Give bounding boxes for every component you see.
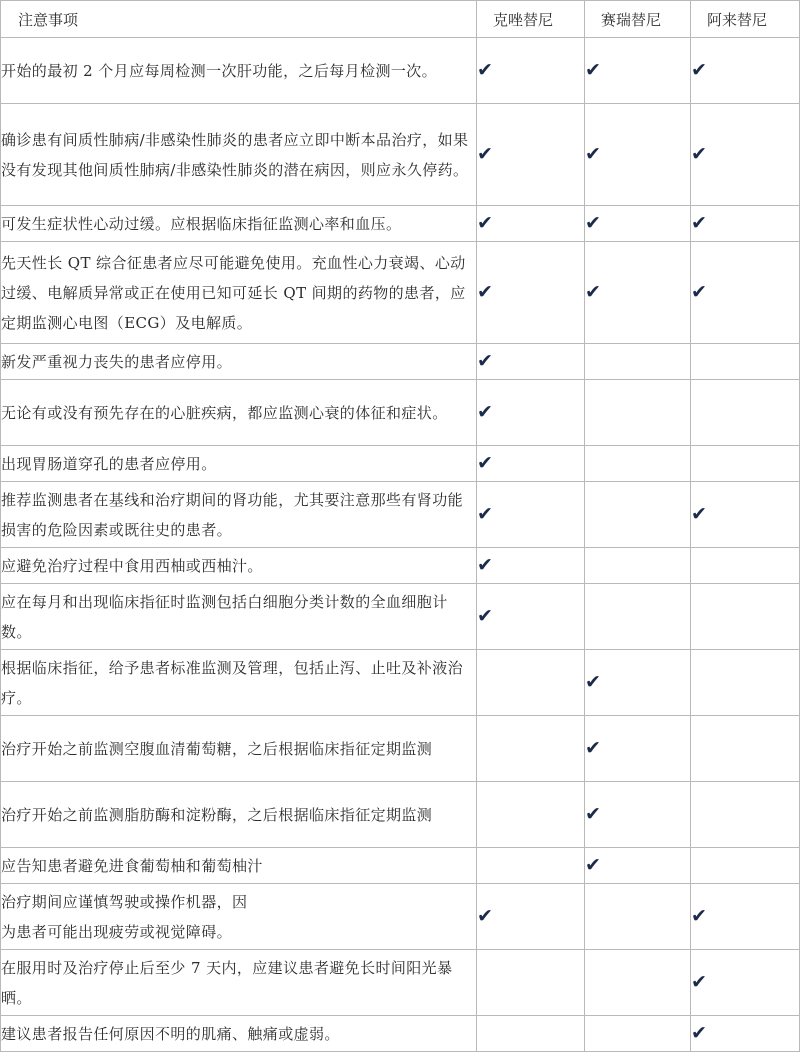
precaution-text: 无论有或没有预先存在的心脏疾病，都应监测心衰的体征和症状。 bbox=[1, 380, 477, 446]
checkmark-icon: ✔ bbox=[691, 143, 707, 165]
header-crizotinib: 克唑替尼 bbox=[477, 1, 585, 38]
drug-cell-1 bbox=[477, 884, 585, 950]
checkmark-icon: ✔ bbox=[477, 143, 493, 165]
table-row bbox=[1, 380, 800, 446]
drug-cell-2 bbox=[585, 848, 691, 884]
drug-cell-3 bbox=[691, 950, 800, 1016]
drug-cell-3 bbox=[691, 548, 800, 584]
checkmark-icon: ✔ bbox=[691, 59, 707, 81]
header-precaution: 注意事项 bbox=[1, 1, 477, 38]
drug-cell-2 bbox=[585, 884, 691, 950]
table-row bbox=[1, 446, 800, 482]
drug-cell-3 bbox=[691, 716, 800, 782]
precaution-text: 应告知患者避免进食葡萄柚和葡萄柚汁 bbox=[1, 848, 477, 884]
drug-cell-3 bbox=[691, 206, 800, 242]
checkmark-icon: ✔ bbox=[585, 803, 601, 825]
checkmark-icon: ✔ bbox=[477, 503, 493, 525]
drug-cell-1 bbox=[477, 950, 585, 1016]
checkmark-icon: ✔ bbox=[477, 605, 493, 627]
checkmark-icon: ✔ bbox=[691, 1022, 707, 1044]
precaution-text: 可发生症状性心动过缓。应根据临床指征监测心率和血压。 bbox=[1, 206, 477, 242]
drug-cell-1 bbox=[477, 548, 585, 584]
precaution-text: 治疗期间应谨慎驾驶或操作机器，因 为患者可能出现疲劳或视觉障碍。 bbox=[1, 884, 477, 950]
checkmark-icon: ✔ bbox=[585, 143, 601, 165]
precaution-text: 在服用时及治疗停止后至少 7 天内，应建议患者避免长时间阳光暴晒。 bbox=[1, 950, 477, 1016]
checkmark-icon: ✔ bbox=[691, 971, 707, 993]
drug-cell-1 bbox=[477, 650, 585, 716]
drug-cell-2 bbox=[585, 650, 691, 716]
drug-cell-2 bbox=[585, 242, 691, 344]
checkmark-icon: ✔ bbox=[477, 905, 493, 927]
drug-cell-3 bbox=[691, 650, 800, 716]
drug-cell-1 bbox=[477, 1016, 585, 1052]
checkmark-icon: ✔ bbox=[477, 281, 493, 303]
table-row bbox=[1, 950, 800, 1016]
drug-cell-1 bbox=[477, 716, 585, 782]
drug-cell-2 bbox=[585, 206, 691, 242]
table-row bbox=[1, 1016, 800, 1052]
precaution-text: 根据临床指征，给予患者标准监测及管理，包括止泻、止吐及补液治疗。 bbox=[1, 650, 477, 716]
drug-cell-2 bbox=[585, 482, 691, 548]
precaution-text: 治疗开始之前监测空腹血清葡萄糖，之后根据临床指征定期监测 bbox=[1, 716, 477, 782]
checkmark-icon: ✔ bbox=[691, 281, 707, 303]
checkmark-icon: ✔ bbox=[477, 401, 493, 423]
drug-cell-3 bbox=[691, 584, 800, 650]
table-row bbox=[1, 584, 800, 650]
drug-cell-3 bbox=[691, 242, 800, 344]
drug-cell-1 bbox=[477, 206, 585, 242]
drug-cell-3 bbox=[691, 1016, 800, 1052]
table-row bbox=[1, 242, 800, 344]
checkmark-icon: ✔ bbox=[585, 671, 601, 693]
precaution-text: 开始的最初 2 个月应每周检测一次肝功能，之后每月检测一次。 bbox=[1, 38, 477, 104]
precaution-text: 建议患者报告任何原因不明的肌痛、触痛或虚弱。 bbox=[1, 1016, 477, 1052]
precaution-text: 出现胃肠道穿孔的患者应停用。 bbox=[1, 446, 477, 482]
checkmark-icon: ✔ bbox=[585, 737, 601, 759]
drug-cell-1 bbox=[477, 380, 585, 446]
checkmark-icon: ✔ bbox=[477, 59, 493, 81]
drug-cell-2 bbox=[585, 1016, 691, 1052]
precaution-text: 推荐监测患者在基线和治疗期间的肾功能，尤其要注意那些有肾功能损害的危险因素或既往史的患者。 bbox=[1, 482, 477, 548]
drug-cell-2 bbox=[585, 950, 691, 1016]
drug-cell-2 bbox=[585, 584, 691, 650]
checkmark-icon: ✔ bbox=[585, 212, 601, 234]
checkmark-icon: ✔ bbox=[477, 212, 493, 234]
drug-cell-1 bbox=[477, 584, 585, 650]
table-row bbox=[1, 848, 800, 884]
table-row bbox=[1, 716, 800, 782]
drug-cell-2 bbox=[585, 344, 691, 380]
drug-cell-3 bbox=[691, 782, 800, 848]
checkmark-icon: ✔ bbox=[477, 554, 493, 576]
drug-cell-3 bbox=[691, 482, 800, 548]
checkmark-icon: ✔ bbox=[477, 452, 493, 474]
header-alectinib: 阿来替尼 bbox=[691, 1, 800, 38]
drug-cell-3 bbox=[691, 104, 800, 206]
drug-cell-1 bbox=[477, 482, 585, 548]
table-row bbox=[1, 650, 800, 716]
drug-cell-1 bbox=[477, 344, 585, 380]
drug-cell-2 bbox=[585, 782, 691, 848]
checkmark-icon: ✔ bbox=[691, 503, 707, 525]
drug-cell-1 bbox=[477, 104, 585, 206]
header-row bbox=[1, 1, 800, 38]
table-row bbox=[1, 206, 800, 242]
drug-cell-3 bbox=[691, 848, 800, 884]
table-row bbox=[1, 482, 800, 548]
drug-cell-2 bbox=[585, 38, 691, 104]
checkmark-icon: ✔ bbox=[477, 350, 493, 372]
drug-cell-3 bbox=[691, 884, 800, 950]
table-row bbox=[1, 884, 800, 950]
drug-cell-2 bbox=[585, 716, 691, 782]
drug-cell-3 bbox=[691, 446, 800, 482]
drug-cell-1 bbox=[477, 242, 585, 344]
drug-cell-2 bbox=[585, 446, 691, 482]
drug-cell-3 bbox=[691, 380, 800, 446]
precaution-text: 治疗开始之前监测脂肪酶和淀粉酶，之后根据临床指征定期监测 bbox=[1, 782, 477, 848]
table-row bbox=[1, 38, 800, 104]
table-row bbox=[1, 104, 800, 206]
table-row bbox=[1, 548, 800, 584]
checkmark-icon: ✔ bbox=[585, 854, 601, 876]
checkmark-icon: ✔ bbox=[691, 905, 707, 927]
precaution-text: 应在每月和出现临床指征时监测包括白细胞分类计数的全血细胞计数。 bbox=[1, 584, 477, 650]
drug-cell-1 bbox=[477, 848, 585, 884]
header-ceritinib: 赛瑞替尼 bbox=[585, 1, 691, 38]
drug-cell-2 bbox=[585, 380, 691, 446]
table-row bbox=[1, 782, 800, 848]
checkmark-icon: ✔ bbox=[585, 281, 601, 303]
drug-cell-1 bbox=[477, 446, 585, 482]
precaution-text: 应避免治疗过程中食用西柚或西柚汁。 bbox=[1, 548, 477, 584]
precaution-text: 新发严重视力丧失的患者应停用。 bbox=[1, 344, 477, 380]
precaution-text: 先天性长 QT 综合征患者应尽可能避免使用。充血性心力衰竭、心动过缓、电解质异常或正在使用已知可延长 QT 间期的药物的患者，应定期监测心电图（ECG）及电解质。 bbox=[1, 242, 477, 344]
checkmark-icon: ✔ bbox=[585, 59, 601, 81]
drug-cell-2 bbox=[585, 104, 691, 206]
table-row bbox=[1, 344, 800, 380]
drug-cell-1 bbox=[477, 782, 585, 848]
checkmark-icon: ✔ bbox=[691, 212, 707, 234]
drug-cell-3 bbox=[691, 344, 800, 380]
drug-cell-1 bbox=[477, 38, 585, 104]
drug-cell-2 bbox=[585, 548, 691, 584]
drug-cell-3 bbox=[691, 38, 800, 104]
precaution-text: 确诊患有间质性肺病/非感染性肺炎的患者应立即中断本品治疗，如果没有发现其他间质性肺病/非感染性肺炎的潜在病因，则应永久停药。 bbox=[1, 104, 477, 206]
